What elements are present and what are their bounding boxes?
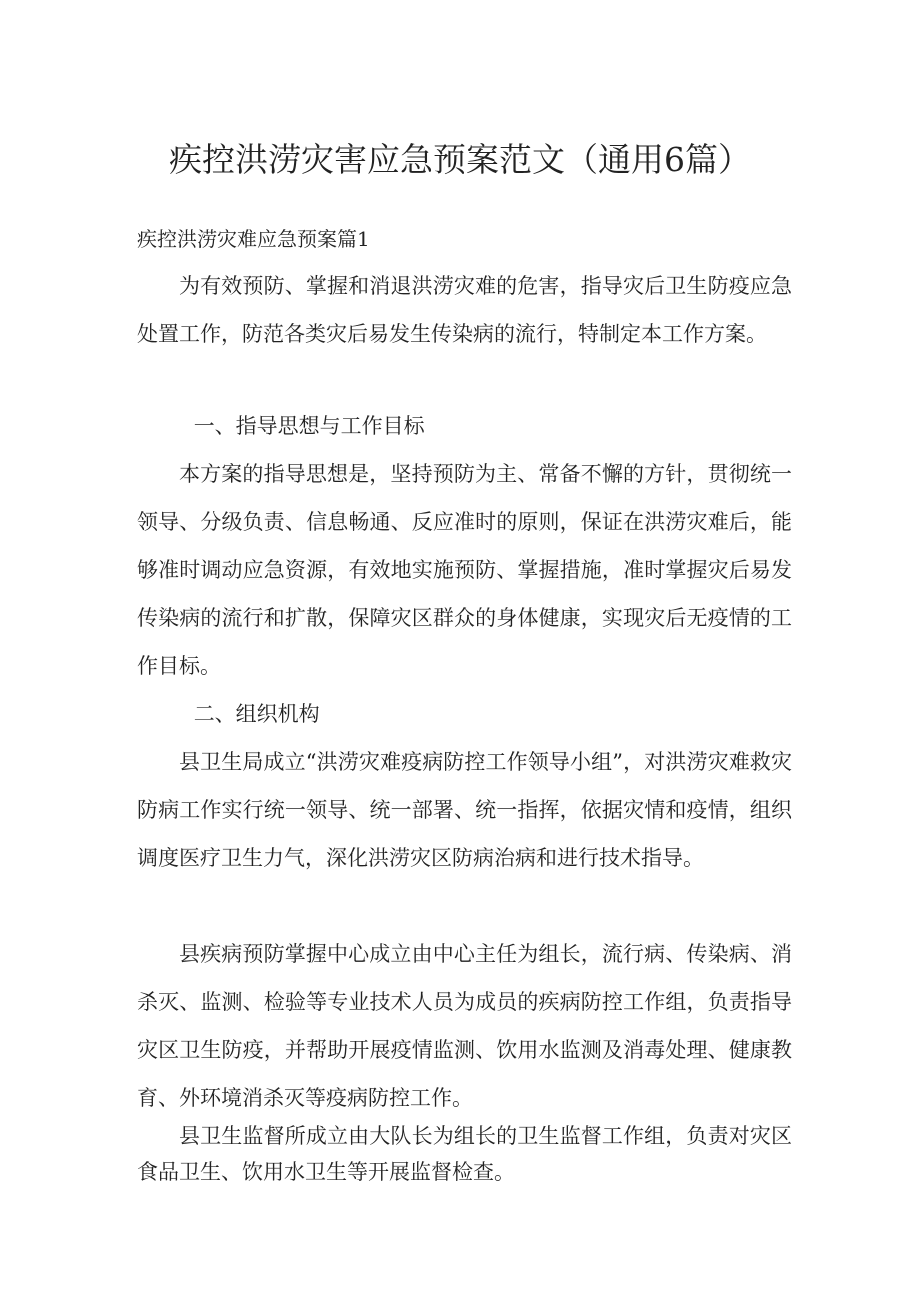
paragraph-intro: 为有效预防、掌握和消退洪涝灾难的危害，指导灾后卫生防疫应急处置工作，防范各类灾后易发生传染病的流行，特制定本工作方案。 — [137, 274, 792, 346]
heading-organization: 二、组织机构 — [193, 702, 320, 726]
heading-guiding-ideology: 一、指导思想与工作目标 — [193, 414, 425, 438]
document-title: 疾控洪涝灾害应急预案范文（通用6篇） — [169, 140, 751, 179]
paragraph-supervision-workgroup: 县卫生监督所成立由大队长为组长的卫生监督工作组，负责对灾区食品卫生、饮用水卫生等开展监督检查。 — [137, 1124, 792, 1184]
paragraph-guiding-ideology: 本方案的指导思想是，坚持预防为主、常备不懈的方针，贯彻统一领导、分级负责、信息畅通、反应准时的原则，保证在洪涝灾难后，能够准时调动应急资源，有效地实施预防、掌握措施，准时掌握灾后易发传染病的流行和扩散，保障灾区群众的身体健康，实现灾后无疫情的工作目标。 — [137, 462, 792, 678]
section-heading: 疾控洪涝灾难应急预案篇1 — [137, 227, 370, 251]
paragraph-leading-group: 县卫生局成立“洪涝灾难疫病防控工作领导小组”，对洪涝灾难救灾防病工作实行统一领导、统一部署、统一指挥，依据灾情和疫情，组织调度医疗卫生力气，深化洪涝灾区防病治病和进行技术指导。 — [137, 750, 792, 870]
paragraph-cdc-workgroup: 县疾病预防掌握中心成立由中心主任为组长，流行病、传染病、消杀灭、监测、检验等专业技术人员为成员的疾病防控工作组，负责指导灾区卫生防疫，并帮助开展疫情监测、饮用水监测及消毒处理、健康教育、外环境消杀灭等疫病防控工作。 — [137, 942, 792, 1110]
